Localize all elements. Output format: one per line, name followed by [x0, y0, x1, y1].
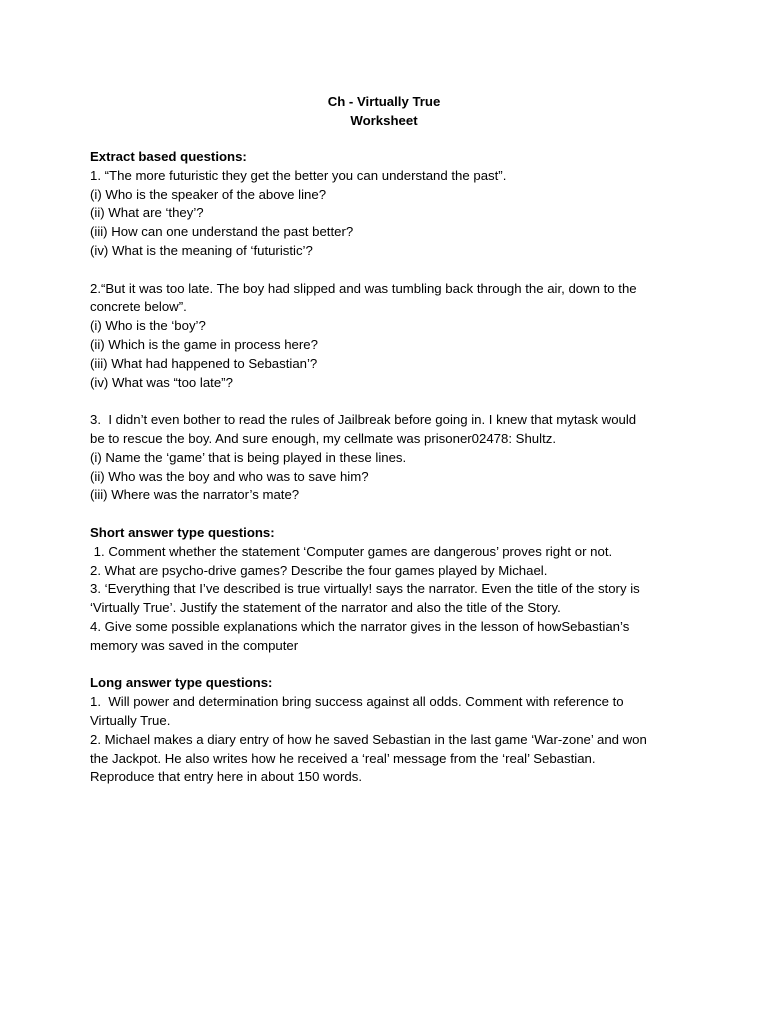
question-line: (i) Who is the speaker of the above line?: [90, 186, 327, 202]
spacer: [90, 505, 690, 524]
question-line: Reproduce that entry here in about 150 words.: [90, 769, 362, 785]
question-line: 2. What are psycho-drive games? Describe the four games played by Michael.: [90, 562, 548, 578]
question-line: Virtually True.: [90, 712, 171, 728]
question-line: ‘Virtually True’. Justify the statement of the narrator and also the title of the Story.: [90, 600, 561, 616]
page-subtitle: Worksheet: [350, 113, 418, 128]
section-heading: Long answer type questions:: [90, 675, 273, 691]
spacer: [90, 261, 690, 280]
question-block: [90, 411, 690, 505]
question-line: the Jackpot. He also writes how he received a ‘real’ message from the ‘real’ Sebastian.: [90, 750, 596, 766]
question-line: (iii) How can one understand the past better?: [90, 224, 354, 240]
section-long-answer: [90, 674, 690, 787]
question-block: [90, 693, 690, 787]
question-line: concrete below”.: [90, 299, 187, 315]
title-block: [0, 92, 768, 130]
question-block: [90, 167, 690, 261]
question-line: be to rescue the boy. And sure enough, my cellmate was prisoner02478: Shultz.: [90, 430, 556, 446]
question-line: 1. Will power and determination bring success against all odds. Comment with reference to: [90, 694, 624, 710]
section-extract: [90, 148, 690, 505]
section-heading: Extract based questions:: [90, 149, 247, 164]
question-line: 4. Give some possible explanations which the narrator gives in the lesson of howSebastian’s: [90, 618, 630, 634]
page-title: Ch - Virtually True: [327, 94, 441, 109]
spacer: [90, 656, 690, 675]
question-line: (iv) What is the meaning of ‘futuristic’?: [90, 242, 313, 258]
question-line: 1. Comment whether the statement ‘Computer games are dangerous’ proves right or not.: [90, 543, 613, 559]
section-short-answer: [90, 524, 690, 656]
question-line: (iii) What had happened to Sebastian’?: [90, 355, 318, 371]
question-line: (ii) Which is the game in process here?: [90, 336, 318, 352]
question-line: 2. Michael makes a diary entry of how he saved Sebastian in the last game ‘War-zone’ and won: [90, 731, 647, 747]
question-line: 3. I didn’t even bother to read the rules of Jailbreak before going in. I knew that mytask would: [90, 412, 637, 428]
question-line: (ii) Who was the boy and who was to save him?: [90, 468, 369, 484]
question-line: (i) Who is the ‘boy’?: [90, 318, 206, 334]
question-block: [90, 280, 690, 393]
question-line: 1. “The more futuristic they get the better you can understand the past”.: [90, 167, 507, 183]
section-heading: Short answer type questions:: [90, 524, 275, 540]
spacer: [90, 392, 690, 411]
question-line: memory was saved in the computer: [90, 637, 299, 653]
question-line: 3. ‘Everything that I’ve described is true virtually! says the narrator. Even the title of the story is: [90, 581, 640, 597]
worksheet-content: [90, 148, 690, 787]
question-line: 2.“But it was too late. The boy had slipped and was tumbling back through the air, down to the: [90, 280, 637, 296]
question-line: (i) Name the ‘game’ that is being played in these lines.: [90, 449, 407, 465]
question-block: [90, 543, 690, 656]
question-line: (ii) What are ‘they’?: [90, 205, 204, 221]
question-line: (iv) What was “too late”?: [90, 374, 233, 390]
question-line: (iii) Where was the narrator’s mate?: [90, 487, 300, 503]
